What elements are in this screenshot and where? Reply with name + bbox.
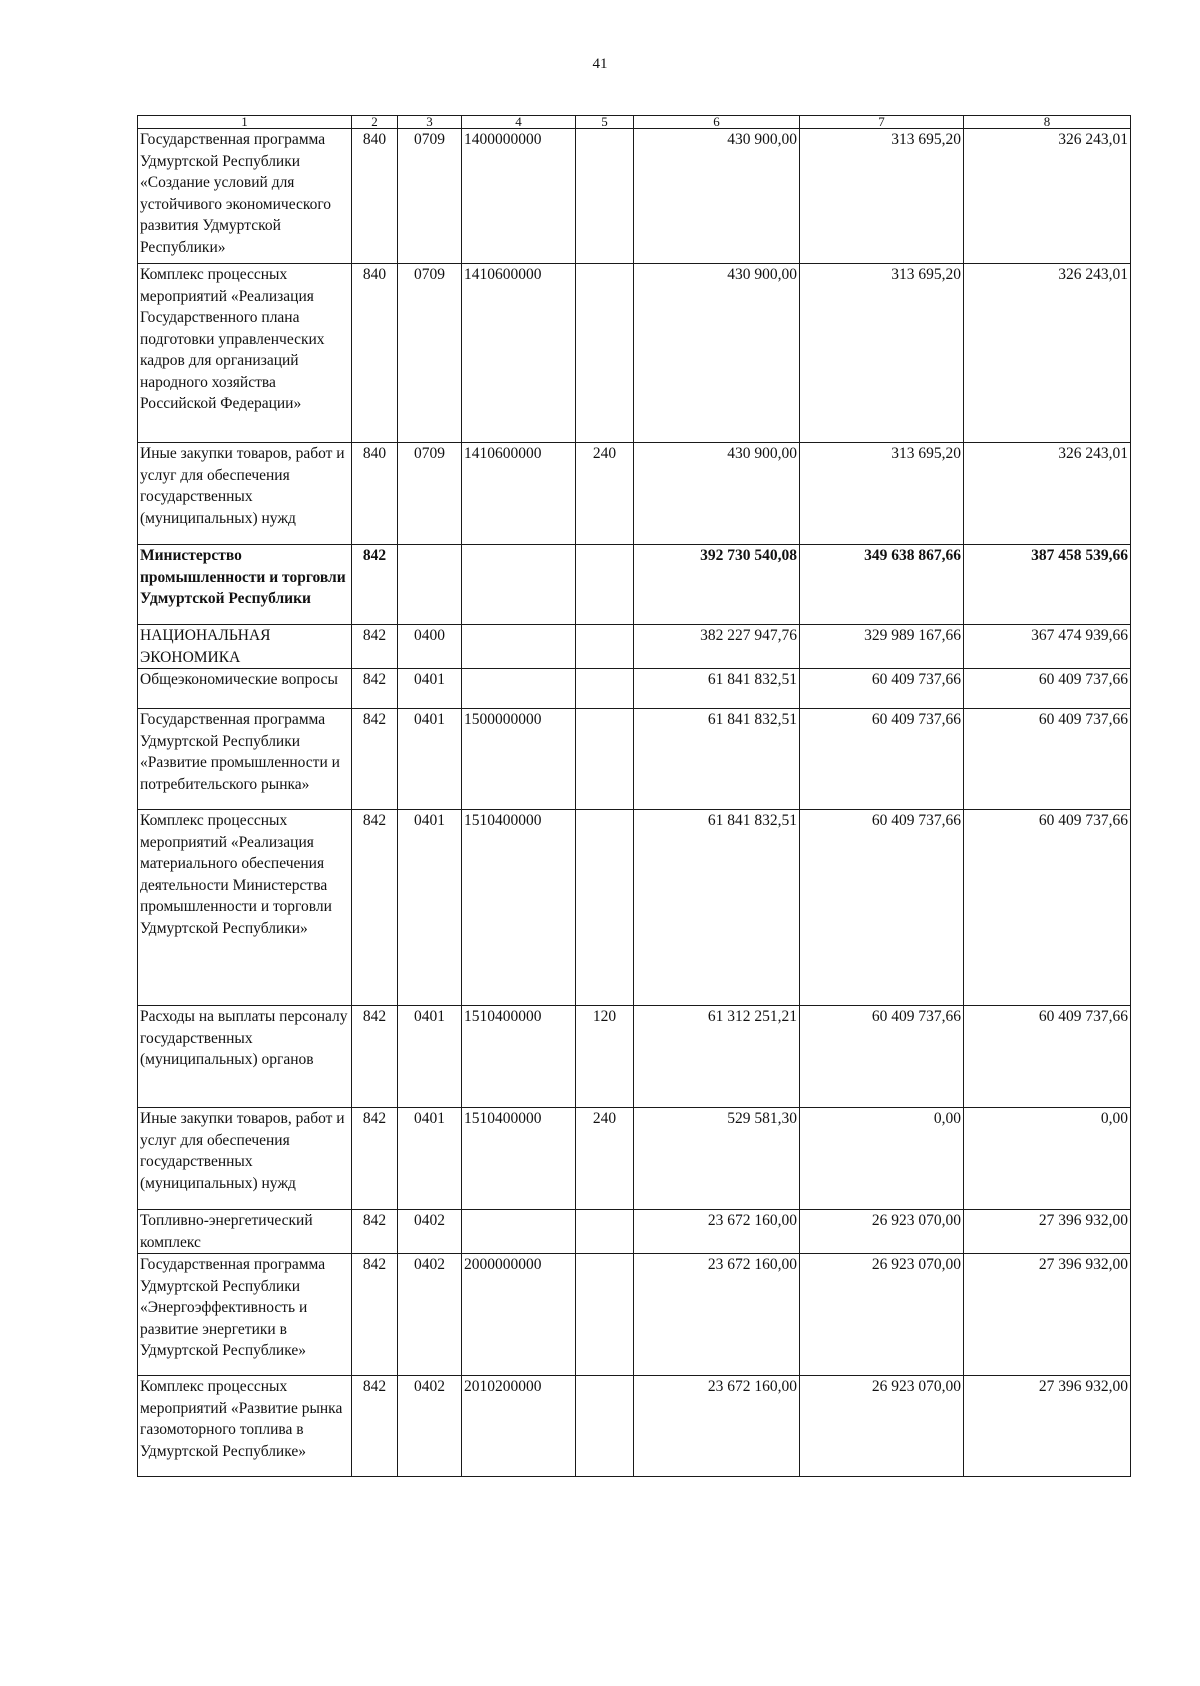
amount-col8-cell: 0,00 [964,1108,1131,1210]
amount-col7-cell: 313 695,20 [800,129,964,264]
amount-col8-cell: 367 474 939,66 [964,625,1131,669]
section-code-cell: 0401 [398,1006,462,1108]
ministry-code-cell: 840 [352,129,398,264]
amount-col6-cell: 23 672 160,00 [634,1254,800,1376]
expense-type-cell [576,545,634,625]
target-article-cell [462,1210,576,1254]
budget-table [137,115,1131,1477]
amount-col7-cell: 60 409 737,66 [800,810,964,1006]
target-article-cell: 2000000000 [462,1254,576,1376]
column-header: 3 [398,116,462,129]
amount-col7-cell: 60 409 737,66 [800,669,964,709]
column-header: 6 [634,116,800,129]
amount-col8-cell: 27 396 932,00 [964,1210,1131,1254]
amount-col8-cell: 326 243,01 [964,129,1131,264]
target-article-cell: 1500000000 [462,709,576,810]
expense-type-cell [576,1376,634,1477]
ministry-code-cell: 840 [352,264,398,443]
section-code-cell: 0400 [398,625,462,669]
item-name-cell: НАЦИОНАЛЬНАЯ ЭКОНОМИКА [138,625,352,669]
amount-col8-cell: 326 243,01 [964,443,1131,545]
target-article-cell [462,545,576,625]
amount-col8-cell: 60 409 737,66 [964,669,1131,709]
item-name-cell: Министерство промышленности и торговли Удмуртской Республики [138,545,352,625]
ministry-code-cell: 842 [352,810,398,1006]
expense-type-cell [576,1210,634,1254]
expense-type-cell [576,709,634,810]
item-name-cell: Комплекс процессных мероприятий «Развитие рынка газомоторного топлива в Удмуртской Республике» [138,1376,352,1477]
amount-col7-cell: 26 923 070,00 [800,1376,964,1477]
table-row [138,709,1131,810]
expense-type-cell: 240 [576,443,634,545]
amount-col6-cell: 430 900,00 [634,264,800,443]
amount-col7-cell: 26 923 070,00 [800,1254,964,1376]
section-code-cell: 0401 [398,1108,462,1210]
item-name-cell: Расходы на выплаты персоналу государственных (муниципальных) органов [138,1006,352,1108]
amount-col6-cell: 61 841 832,51 [634,669,800,709]
amount-col8-cell: 60 409 737,66 [964,709,1131,810]
section-code-cell: 0402 [398,1254,462,1376]
table-row [138,264,1131,443]
item-name-cell: Иные закупки товаров, работ и услуг для обеспечения государственных (муниципальных) нужд [138,443,352,545]
amount-col6-cell: 61 312 251,21 [634,1006,800,1108]
amount-col6-cell: 392 730 540,08 [634,545,800,625]
amount-col7-cell: 60 409 737,66 [800,709,964,810]
amount-col6-cell: 23 672 160,00 [634,1376,800,1477]
ministry-code-cell: 842 [352,669,398,709]
expense-type-cell [576,129,634,264]
amount-col8-cell: 387 458 539,66 [964,545,1131,625]
ministry-code-cell: 842 [352,1006,398,1108]
column-header: 2 [352,116,398,129]
amount-col7-cell: 26 923 070,00 [800,1210,964,1254]
section-code-cell: 0402 [398,1376,462,1477]
table-row [138,625,1131,669]
section-code-cell: 0401 [398,709,462,810]
target-article-cell: 1400000000 [462,129,576,264]
amount-col8-cell: 60 409 737,66 [964,810,1131,1006]
section-code-cell: 0709 [398,264,462,443]
item-name-cell: Государственная программа Удмуртской Республики «Энергоэффективность и развитие энергетики в Удмуртской Республике» [138,1254,352,1376]
table-row [138,1210,1131,1254]
expense-type-cell: 120 [576,1006,634,1108]
amount-col6-cell: 430 900,00 [634,443,800,545]
amount-col7-cell: 313 695,20 [800,264,964,443]
table-row [138,545,1131,625]
table-row [138,1376,1131,1477]
table-row [138,443,1131,545]
table-row [138,129,1131,264]
amount-col8-cell: 326 243,01 [964,264,1131,443]
item-name-cell: Топливно-энергетический комплекс [138,1210,352,1254]
amount-col7-cell: 313 695,20 [800,443,964,545]
ministry-code-cell: 842 [352,1254,398,1376]
column-header: 1 [138,116,352,129]
expense-type-cell [576,264,634,443]
target-article-cell: 1510400000 [462,1006,576,1108]
section-code-cell: 0709 [398,443,462,545]
amount-col8-cell: 60 409 737,66 [964,1006,1131,1108]
table-row [138,1108,1131,1210]
ministry-code-cell: 842 [352,709,398,810]
ministry-code-cell: 842 [352,625,398,669]
table-row [138,1254,1131,1376]
ministry-code-cell: 840 [352,443,398,545]
item-name-cell: Комплекс процессных мероприятий «Реализация материального обеспечения деятельности Министерства промышленности и торговли Удмуртской Республики» [138,810,352,1006]
section-code-cell: 0401 [398,669,462,709]
amount-col8-cell: 27 396 932,00 [964,1376,1131,1477]
expense-type-cell [576,625,634,669]
item-name-cell: Общеэкономические вопросы [138,669,352,709]
amount-col6-cell: 61 841 832,51 [634,810,800,1006]
table-row [138,810,1131,1006]
table-row [138,669,1131,709]
amount-col6-cell: 529 581,30 [634,1108,800,1210]
section-code-cell: 0402 [398,1210,462,1254]
target-article-cell: 1410600000 [462,443,576,545]
item-name-cell: Комплекс процессных мероприятий «Реализация Государственного плана подготовки управленческих кадров для организаций народного хозяйства Российской Федерации» [138,264,352,443]
item-name-cell: Государственная программа Удмуртской Республики «Развитие промышленности и потребительского рынка» [138,709,352,810]
column-header: 7 [800,116,964,129]
target-article-cell: 1410600000 [462,264,576,443]
expense-type-cell [576,1254,634,1376]
section-code-cell [398,545,462,625]
ministry-code-cell: 842 [352,1210,398,1254]
amount-col7-cell: 60 409 737,66 [800,1006,964,1108]
item-name-cell: Государственная программа Удмуртской Республики «Создание условий для устойчивого экономического развития Удмуртской Республики» [138,129,352,264]
expense-type-cell [576,669,634,709]
ministry-code-cell: 842 [352,545,398,625]
target-article-cell [462,669,576,709]
amount-col8-cell: 27 396 932,00 [964,1254,1131,1376]
amount-col7-cell: 329 989 167,66 [800,625,964,669]
expense-type-cell [576,810,634,1006]
amount-col7-cell: 349 638 867,66 [800,545,964,625]
target-article-cell: 1510400000 [462,1108,576,1210]
target-article-cell: 1510400000 [462,810,576,1006]
ministry-code-cell: 842 [352,1376,398,1477]
column-header: 8 [964,116,1131,129]
amount-col6-cell: 23 672 160,00 [634,1210,800,1254]
amount-col6-cell: 382 227 947,76 [634,625,800,669]
column-header: 4 [462,116,576,129]
ministry-code-cell: 842 [352,1108,398,1210]
expense-type-cell: 240 [576,1108,634,1210]
amount-col6-cell: 430 900,00 [634,129,800,264]
section-code-cell: 0709 [398,129,462,264]
column-header: 5 [576,116,634,129]
amount-col7-cell: 0,00 [800,1108,964,1210]
page-number: 41 [592,56,608,72]
column-number-row [138,116,1131,129]
table-row [138,1006,1131,1108]
item-name-cell: Иные закупки товаров, работ и услуг для обеспечения государственных (муниципальных) нужд [138,1108,352,1210]
amount-col6-cell: 61 841 832,51 [634,709,800,810]
target-article-cell: 2010200000 [462,1376,576,1477]
target-article-cell [462,625,576,669]
section-code-cell: 0401 [398,810,462,1006]
